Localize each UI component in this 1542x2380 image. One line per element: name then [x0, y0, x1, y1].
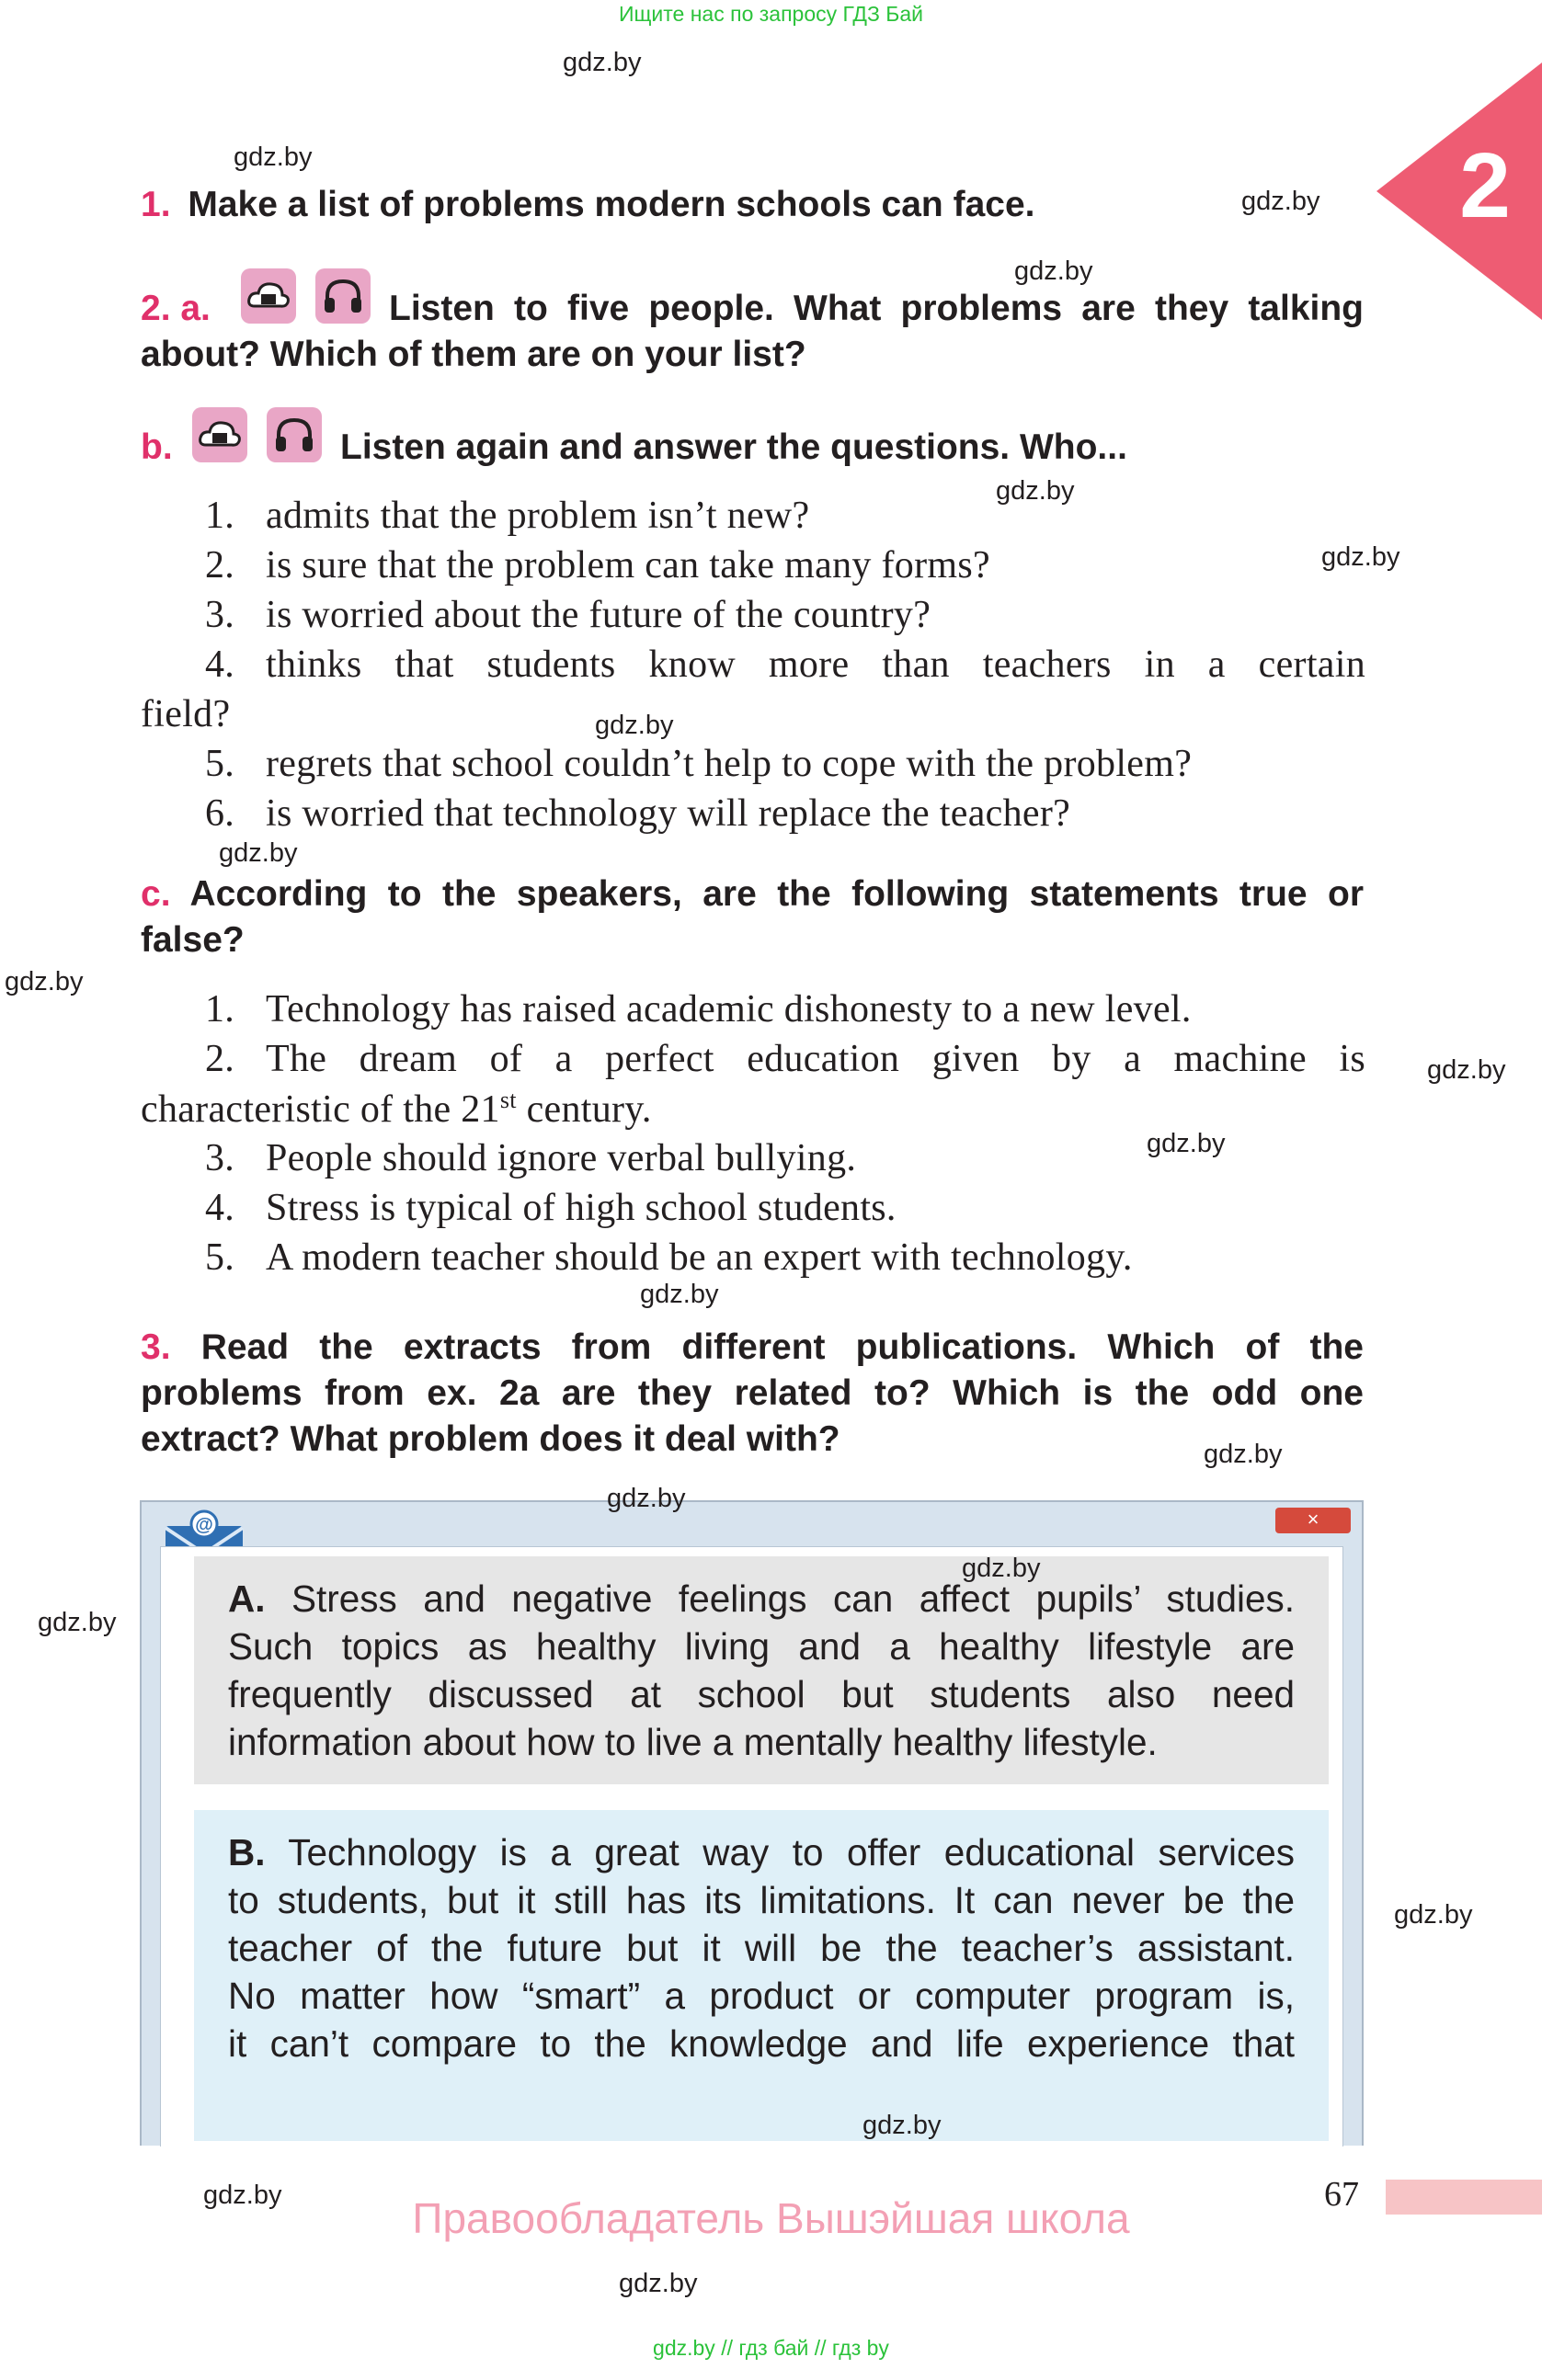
watermark: gdz.by [234, 142, 313, 172]
exercise-2b-text: Listen again and answer the questions. Who... [340, 427, 1127, 467]
list-item: 2. is sure that the problem can take many forms? [205, 544, 990, 586]
svg-text:@: @ [195, 1515, 213, 1535]
extract-b-label: B. [228, 1831, 266, 1873]
exercise-2a-number: 2. a. [141, 289, 211, 328]
bottom-links[interactable]: gdz.by // гдз бай // гдз by [653, 2336, 889, 2360]
watermark: gdz.by [1394, 1900, 1473, 1930]
exercise-1-text: Make a list of problems modern schools can face. [188, 185, 1035, 224]
exercise-2b-number: b. [141, 427, 173, 467]
watermark: gdz.by [203, 2181, 282, 2210]
watermark: gdz.by [1014, 256, 1093, 286]
headphones-icon[interactable] [267, 407, 322, 462]
watermark: gdz.by [619, 2269, 698, 2298]
email-window [140, 1500, 1364, 2146]
list-item-continued: field? [141, 693, 231, 735]
watermark: gdz.by [1321, 542, 1400, 572]
close-button[interactable]: × [1275, 1508, 1351, 1533]
watermark: gdz.by [607, 1484, 686, 1513]
list-item: 2. The dream of a perfect education given by a machine is [205, 1038, 1365, 1080]
unit-number: 2 [1459, 134, 1511, 237]
window-content [160, 1546, 1343, 2147]
exercise-2c-line2: false? [141, 920, 245, 960]
list-item: 5. A modern teacher should be an expert with technology. [205, 1236, 1133, 1279]
watermark: gdz.by [595, 711, 674, 740]
exercise-3-line3: extract? What problem does it deal with? [141, 1419, 840, 1459]
list-item: 1. Technology has raised academic dishonesty to a new level. [205, 988, 1192, 1031]
list-item: 6. is worried that technology will replace the teacher? [205, 792, 1071, 835]
list-item: 5. regrets that school couldn’t help to cope with the problem? [205, 743, 1193, 785]
watermark: gdz.by [563, 48, 642, 77]
copyright-owner: Правообладатель Вышэйшая школа [412, 2194, 1130, 2242]
exercise-1 [141, 182, 1364, 228]
watermark: gdz.by [962, 1554, 1041, 1583]
watermark: gdz.by [1204, 1440, 1283, 1469]
extract-a: A. Stress and negative feelings can affect pupils’ studies. Such topics as healthy living and a healthy lifestyle are frequently discussed at school but students also need information about how to live a mentally healthy lifestyle. [194, 1556, 1329, 1784]
list-item-continued: characteristic of the 21st century. [141, 1087, 652, 1131]
exercise-3-line2: problems from ex. 2a are they related to? Which is the odd one [141, 1373, 1364, 1413]
list-item: 3. is worried about the future of the country? [205, 594, 931, 636]
watermark: gdz.by [219, 838, 298, 868]
list-item: 3. People should ignore verbal bullying. [205, 1137, 857, 1179]
extract-b: B. Technology is a great way to offer educational services to students, but it still has its limitations. It can never be the teacher of the future but it will be the teacher’s assistant. No matter how “smart” a product or computer program is, it can’t compare to the knowledge and life experience that [194, 1810, 1329, 2141]
watermark: gdz.by [996, 476, 1075, 506]
extract-a-label: A. [228, 1577, 266, 1620]
list-item: 4. thinks that students know more than teachers in a certain [205, 643, 1365, 686]
watermark: gdz.by [1147, 1129, 1226, 1158]
unit-corner-badge [1376, 63, 1542, 320]
watermark: gdz.by [862, 2111, 942, 2140]
watermark: gdz.by [38, 1608, 117, 1637]
watermark: gdz.by [640, 1280, 719, 1309]
exercise-2a-line2: about? Which of them are on your list? [141, 335, 806, 374]
watermark: gdz.by [5, 967, 84, 996]
exercise-2a-line1: Listen to five people. What problems are they talking [389, 289, 1364, 328]
watermark: gdz.by [1241, 187, 1320, 216]
search-hint: Ищите нас по запросу ГДЗ Бай [618, 2, 924, 26]
exercise-3: 3. Read the extracts from different publications. Which of the [141, 1327, 1364, 1367]
online-audio-icon[interactable] [192, 407, 247, 462]
list-item: 4. Stress is typical of high school students. [205, 1187, 897, 1229]
exercise-2c: c. According to the speakers, are the following statements true or [141, 874, 1365, 914]
page-number: 67 [1324, 2175, 1359, 2214]
list-item: 1. admits that the problem isn’t new? [205, 495, 810, 537]
watermark: gdz.by [1427, 1055, 1506, 1085]
exercise-1-number: 1. [141, 185, 171, 224]
online-audio-icon[interactable] [241, 268, 296, 324]
headphones-icon[interactable] [315, 268, 371, 324]
